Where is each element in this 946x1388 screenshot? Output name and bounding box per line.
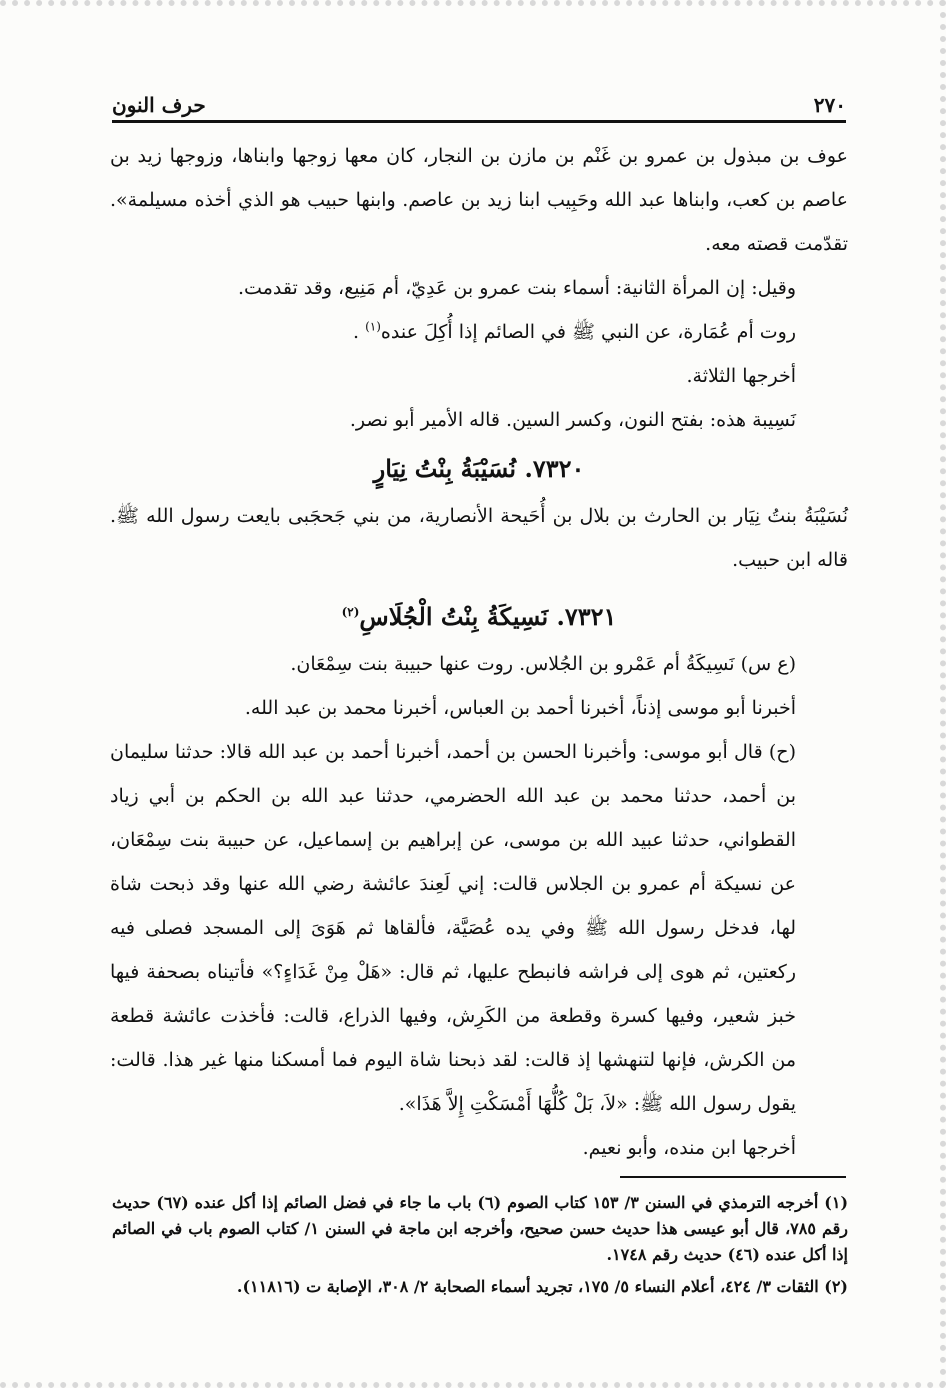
- paragraph: أخبرنا أبو موسى إذناً، أخبرنا أحمد بن العباس، أخبرنا محمد بن عبد الله.: [244, 697, 796, 719]
- paragraph: عوف بن مبذول بن عمرو بن غَنْم بن مازن بن النجار، كان معها زوجها وابناها، وزوجها زيد بن عاصم بن كعب، وابناها عبد الله وحَبِيب ابنا زيد بن عاصم. وابنها حبيب هو الذي أخذه مسيلمة». تقدّمت قصته معه.: [110, 145, 848, 255]
- footnote-ref[interactable]: (١): [365, 319, 381, 334]
- footnote: (١) أخرجه الترمذي في السنن ٣/ ١٥٣ كتاب الصوم (٦) باب ما جاء في فضل الصائم إذا أكل عنده (٦٧) حديث رقم ٧٨٥، قال أبو عيسى هذا حديث حسن صحيح، وأخرجه ابن ماجة في السنن ١/ كتاب الصوم باب في الصائم إذا أكل عنده (٤٦) حديث رقم ١٧٤٨.: [112, 1193, 849, 1264]
- paragraph: (ع س) نَسِيكَةُ أم عَمْرو بن الجُلاس. روت عنها حبيبة بنت سِمْعَان.: [290, 653, 796, 675]
- running-header: [112, 84, 846, 123]
- paragraph: نُسَيْبَةُ بنتُ نِيَار بن الحارث بن بلال بن أُحَيحة الأنصارية، من بني جَحجَبى بايعت رسول الله ﷺ. قاله ابن حبيب.: [110, 505, 848, 571]
- footnotes: [112, 1190, 848, 1306]
- footnote-ref[interactable]: (٢): [341, 605, 360, 619]
- paragraph: وقيل: إن المرأة الثانية: أسماء بنت عمرو بن عَدِيّ، أم مَنِيع، وقد تقدمت.: [238, 277, 796, 299]
- paragraph: [110, 310, 848, 354]
- footnote: (٢) الثقات ٣/ ٤٢٤، أعلام النساء ٥/ ١٧٥، تجريد أسماء الصحابة ٢/ ٣٠٨، الإصابة ت (١١٨١٦).: [236, 1277, 848, 1296]
- paragraph-text: روت أم عُمَارة، عن النبي ﷺ في الصائم إذا أُكِلَ عنده: [380, 321, 796, 343]
- entry-title: ٧٣٢٠. نُسَيْبَةُ بِنْتُ نِيَارٍ: [373, 454, 585, 483]
- page-number: ٢٧٠: [813, 93, 846, 117]
- paragraph-end: .: [352, 321, 360, 343]
- entry-title: [110, 592, 848, 642]
- entry-title-text: ٧٣٢١. نَسِيكَةُ بِنْتُ الْجُلَاسِ: [359, 602, 617, 631]
- paragraph: نَسِيبة هذه: بفتح النون، وكسر السين. قاله الأمير أبو نصر.: [349, 409, 796, 431]
- paragraph: أخرجها الثلاثة.: [686, 365, 796, 387]
- paragraph: أخرجها ابن منده، وأبو نعيم.: [582, 1137, 796, 1159]
- running-title: حرف النون: [112, 93, 206, 117]
- footnote-divider: [620, 1176, 846, 1178]
- paragraph: (ح) قال أبو موسى: وأخبرنا الحسن بن أحمد، أخبرنا أحمد بن عبد الله قالا: حدثنا سليمان بن أحمد، حدثنا محمد بن عبد الله الحضرمي، حدثنا عبد الله بن الحكم بن أبي زياد القطواني، حدثنا عبيد الله بن موسى، عن إبراهيم بن إسماعيل، عن حبيبة بنت سِمْعَان، عن نسيكة أم عمرو بن الجلاس قالت: إني لَعِندَ عائشة رضي الله عنها وقد ذبحت شاة لها، فدخل رسول الله ﷺ وفي يده عُصَيَّة، فألقاها ثم هَوَىَ إلى المسجد فصلى فيه ركعتين، ثم هوى إلى فراشه فانبطح عليها، ثم قال: «هَلْ مِنْ غَدَاءٍ؟» فأتيناه بصحفة فيها خبز شعير، وفيها كسرة وقطعة من الكَرِش، وفيها الذراع، قالت: فأخذت عائشة قطعة من الكرش، فإنها لتنهشها إذ قالت: لقد ذبحنا شاة اليوم فما أمسكنا منها غير هذا. قالت: يقول رسول الله ﷺ: «لاَ، بَلْ كُلُّهَا أَمْسَكْتِ إِلاَّ هَذَا».: [110, 741, 796, 1115]
- main-text: [110, 134, 848, 1170]
